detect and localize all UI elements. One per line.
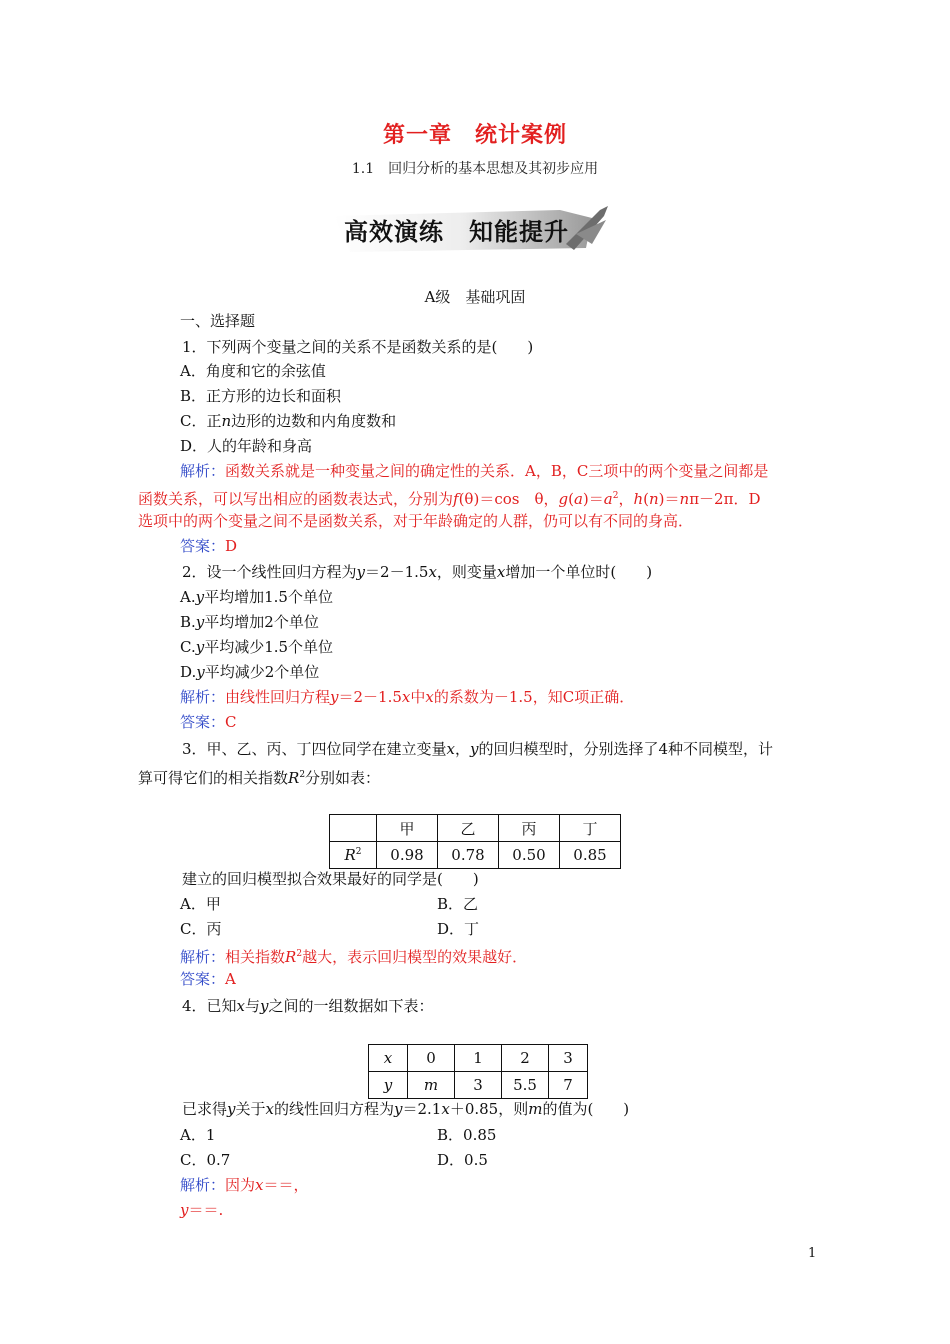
q3-sol-a: 相关指数 xyxy=(225,948,286,966)
table-cell: 0.98 xyxy=(377,842,438,869)
q2-solution-label: 解析： xyxy=(180,688,226,706)
q2-option-a xyxy=(180,586,333,608)
q4-s-y: y xyxy=(260,997,269,1015)
q2-answer-label: 答案： xyxy=(180,713,226,731)
q2-stem-e: ，则变量 xyxy=(436,563,497,581)
q1-option-c xyxy=(180,410,396,432)
q1-answer-value: D xyxy=(225,537,238,555)
table-cell: 丙 xyxy=(499,815,560,842)
q4-option-d: D．0.5 xyxy=(437,1151,488,1169)
q2-a-pre: A. xyxy=(180,588,196,606)
table-cell xyxy=(330,842,377,869)
q3-answer-value: A xyxy=(225,970,236,988)
q1-solution-label: 解析： xyxy=(180,462,226,480)
q3-s1-y: y xyxy=(470,740,479,758)
q2-d-pre: D. xyxy=(180,663,197,681)
table-row xyxy=(330,842,621,869)
q2-sol-g: 的系数为－1.5，知C项正确． xyxy=(433,688,635,706)
q2-stem-y: y xyxy=(356,563,366,581)
q4-se: 之间的一组数据如下表： xyxy=(268,997,434,1015)
q1-sol2-a: 函数关系，可以写出相应的函数表达式，分别为 xyxy=(138,490,454,508)
q3-solution xyxy=(180,943,527,968)
q1-option-b: B．正方形的边长和面积 xyxy=(180,387,342,405)
table-cell: 0.85 xyxy=(560,842,621,869)
q4-ai: ＋0.85，则 xyxy=(449,1100,529,1118)
q4-stem xyxy=(182,995,434,1017)
q1-option-a: A．角度和它的余弦值 xyxy=(180,362,326,380)
q4-ask xyxy=(182,1098,629,1120)
q1-sol2-h: h xyxy=(633,490,644,508)
q4-option-a: A．1 xyxy=(180,1126,216,1144)
q2-a-post: 平均增加1.5个单位 xyxy=(204,588,333,606)
q3-s1-x: x xyxy=(446,740,456,758)
q1-sol2-pi: π－2π．D xyxy=(689,490,761,508)
q4-option-c: C．0.7 xyxy=(180,1151,231,1169)
q1-option-d: D．人的年龄和身高 xyxy=(180,437,313,455)
q3-sol-sup: 2 xyxy=(296,949,303,959)
q2-option-d xyxy=(180,661,319,683)
banner-text: 高效演练 知能提升 xyxy=(344,218,569,246)
q3-s2d: 分别如表： xyxy=(305,769,381,787)
q4-a-x: x xyxy=(265,1100,274,1118)
q4-sa: 4．已知 xyxy=(182,997,237,1015)
q4-solution-line2 xyxy=(180,1199,223,1221)
table-row xyxy=(369,1045,588,1072)
q3-stem-line1 xyxy=(182,738,773,760)
q1-solution-line2 xyxy=(138,485,761,510)
q1-sol2-n2: n xyxy=(679,490,690,508)
q3-table-sup: 2 xyxy=(355,847,362,857)
q1-sol2-a-var2: a xyxy=(603,490,613,508)
q1-solution-line3: 选项中的两个变量之间不是函数关系，对于年龄确定的人群，仍可以有不同的身高． xyxy=(138,512,694,530)
q1-sol2-eq: )＝ xyxy=(658,490,680,508)
q1-stem: 1．下列两个变量之间的关系不是函数关系的是( ) xyxy=(182,338,534,356)
q2-b-var: y xyxy=(195,613,205,631)
table-cell: 3 xyxy=(455,1072,502,1099)
q3-s1c: ， xyxy=(455,740,471,758)
q2-b-post: 平均增加2个单位 xyxy=(204,613,319,631)
table-cell: 0.78 xyxy=(438,842,499,869)
chapter-title: 第一章 统计案例 xyxy=(382,123,567,148)
q4-sc: 与 xyxy=(245,997,261,1015)
q1-option-c-pre: C．正 xyxy=(180,412,222,430)
q4-ak: 的值为( ) xyxy=(542,1100,630,1118)
q1-sol2-sup: 2 xyxy=(612,491,619,501)
q1-sol2-g2: )＝ xyxy=(582,490,604,508)
q4-a-y2: y xyxy=(394,1100,403,1118)
q4-solution-line1 xyxy=(180,1174,309,1196)
q2-sol-x2: x xyxy=(425,688,434,706)
q2-sol-c: ＝2－1.5 xyxy=(338,688,402,706)
table-cell xyxy=(369,1045,408,1072)
q1-sol2-c: (θ)＝cos θ， xyxy=(458,490,559,508)
q3-ask: 建立的回归模型拟合效果最好的同学是( ) xyxy=(182,870,479,888)
q4-sol1c: ＝＝， xyxy=(263,1176,309,1194)
q1-option-c-post: 边形的边数和内角度数和 xyxy=(231,412,397,430)
level-heading: A级 基础巩固 xyxy=(424,288,526,306)
q1-sol2-l: ( xyxy=(643,490,649,508)
q2-b-pre: B. xyxy=(180,613,196,631)
q1-sol2-g: g xyxy=(558,490,569,508)
table-cell: 乙 xyxy=(438,815,499,842)
q1-solution-text1: 函数关系就是一种变量之间的确定性的关系．A，B，C三项中的两个变量之间都是 xyxy=(225,462,769,480)
q2-sol-a: 由线性回归方程 xyxy=(225,688,331,706)
q3-option-a: A．甲 xyxy=(180,895,221,913)
table-cell: 甲 xyxy=(377,815,438,842)
q2-a-var: y xyxy=(195,588,205,606)
table-row xyxy=(330,815,621,842)
q2-stem-a: 2．设一个线性回归方程为 xyxy=(182,563,357,581)
q4-solution-label: 解析： xyxy=(180,1176,226,1194)
q3-sol-d: 越大，表示回归模型的效果越好． xyxy=(302,948,528,966)
q2-d-post: 平均减少2个单位 xyxy=(204,663,320,681)
table-cell: 3 xyxy=(549,1045,588,1072)
q4-a-y: y xyxy=(227,1100,236,1118)
q1-answer-label: 答案： xyxy=(180,537,226,555)
q2-option-c xyxy=(180,636,333,658)
q4-ag: ＝2.1 xyxy=(402,1100,442,1118)
q1-solution-line1 xyxy=(180,460,768,482)
table-row xyxy=(369,1072,588,1099)
q1-sol2-a-var: a xyxy=(573,490,583,508)
page-number: 1 xyxy=(808,1246,817,1261)
q2-c-var: y xyxy=(195,638,205,656)
q3-s1e: 的回归模型时，分别选择了4种不同模型，计 xyxy=(478,740,774,758)
q1-sol2-e: ( xyxy=(568,490,574,508)
table-cell: 0 xyxy=(408,1045,455,1072)
q4-table-x: x xyxy=(383,1049,393,1067)
q3-s2a: 算可得它们的相关指数 xyxy=(138,769,289,787)
q4-s-x: x xyxy=(236,997,246,1015)
q3-answer-label: 答案： xyxy=(180,970,226,988)
q3-s2-sup: 2 xyxy=(299,770,306,780)
q3-s2-r: R xyxy=(288,769,300,787)
q4-table-m: m xyxy=(423,1076,439,1094)
q4-sol2-y: y xyxy=(180,1201,189,1219)
table-cell xyxy=(369,1072,408,1099)
table-cell: 5.5 xyxy=(502,1072,549,1099)
part-heading: 一、选择题 xyxy=(180,312,256,330)
table-cell xyxy=(330,815,377,842)
q2-sol-e: 中 xyxy=(410,688,426,706)
banner xyxy=(330,204,612,256)
q3-sol-r: R xyxy=(285,948,297,966)
section-title: 1.1 回归分析的基本思想及其初步应用 xyxy=(351,161,599,177)
q3-option-b: B．乙 xyxy=(437,895,479,913)
q1-option-c-var: n xyxy=(221,412,232,430)
q3-table xyxy=(329,814,621,869)
q2-answer-value: C xyxy=(225,713,237,731)
q3-stem-line2 xyxy=(138,764,380,789)
q3-option-c: C．丙 xyxy=(180,920,222,938)
q3-answer xyxy=(180,968,236,990)
q4-option-b: B．0.85 xyxy=(437,1126,497,1144)
q2-solution xyxy=(180,686,634,708)
table-cell: 丁 xyxy=(560,815,621,842)
q4-sol1-x: x xyxy=(255,1176,264,1194)
q2-d-var: y xyxy=(196,663,205,681)
q3-solution-label: 解析： xyxy=(180,948,226,966)
q3-table-r: R xyxy=(344,846,356,864)
q2-c-post: 平均减少1.5个单位 xyxy=(204,638,334,656)
q2-stem-c: ＝2－1.5 xyxy=(365,563,429,581)
table-cell: 0.50 xyxy=(499,842,560,869)
q1-answer xyxy=(180,535,237,557)
table-cell: 2 xyxy=(502,1045,549,1072)
q2-stem-x: x xyxy=(428,563,437,581)
q4-sol1a: 因为 xyxy=(225,1176,256,1194)
q4-a-m: m xyxy=(528,1100,543,1118)
q4-ac: 关于 xyxy=(235,1100,266,1118)
q2-sol-y: y xyxy=(330,688,339,706)
q2-option-b xyxy=(180,611,319,633)
q3-option-d: D．丁 xyxy=(437,920,480,938)
q1-sol2-comma: ， xyxy=(618,490,634,508)
table-cell: 1 xyxy=(455,1045,502,1072)
q1-sol2-n: n xyxy=(649,490,659,508)
q2-answer xyxy=(180,711,237,733)
q4-aa: 已求得 xyxy=(182,1100,228,1118)
q4-a-x2: x xyxy=(441,1100,450,1118)
q4-table-y: y xyxy=(383,1076,393,1094)
q4-ae: 的线性回归方程为 xyxy=(273,1100,394,1118)
table-cell xyxy=(408,1072,455,1099)
q3-s1a: 3．甲、乙、丙、丁四位同学在建立变量 xyxy=(182,740,447,758)
q2-stem-g: 增加一个单位时( ) xyxy=(505,563,653,581)
q2-c-pre: C. xyxy=(180,638,196,656)
q2-stem xyxy=(182,561,652,583)
q1-sol2-f: f xyxy=(453,490,459,508)
q2-stem-x2: x xyxy=(496,563,506,581)
q4-sol2b: ＝＝. xyxy=(188,1201,224,1219)
table-cell: 7 xyxy=(549,1072,588,1099)
q4-table xyxy=(368,1044,588,1099)
q2-sol-x: x xyxy=(401,688,411,706)
